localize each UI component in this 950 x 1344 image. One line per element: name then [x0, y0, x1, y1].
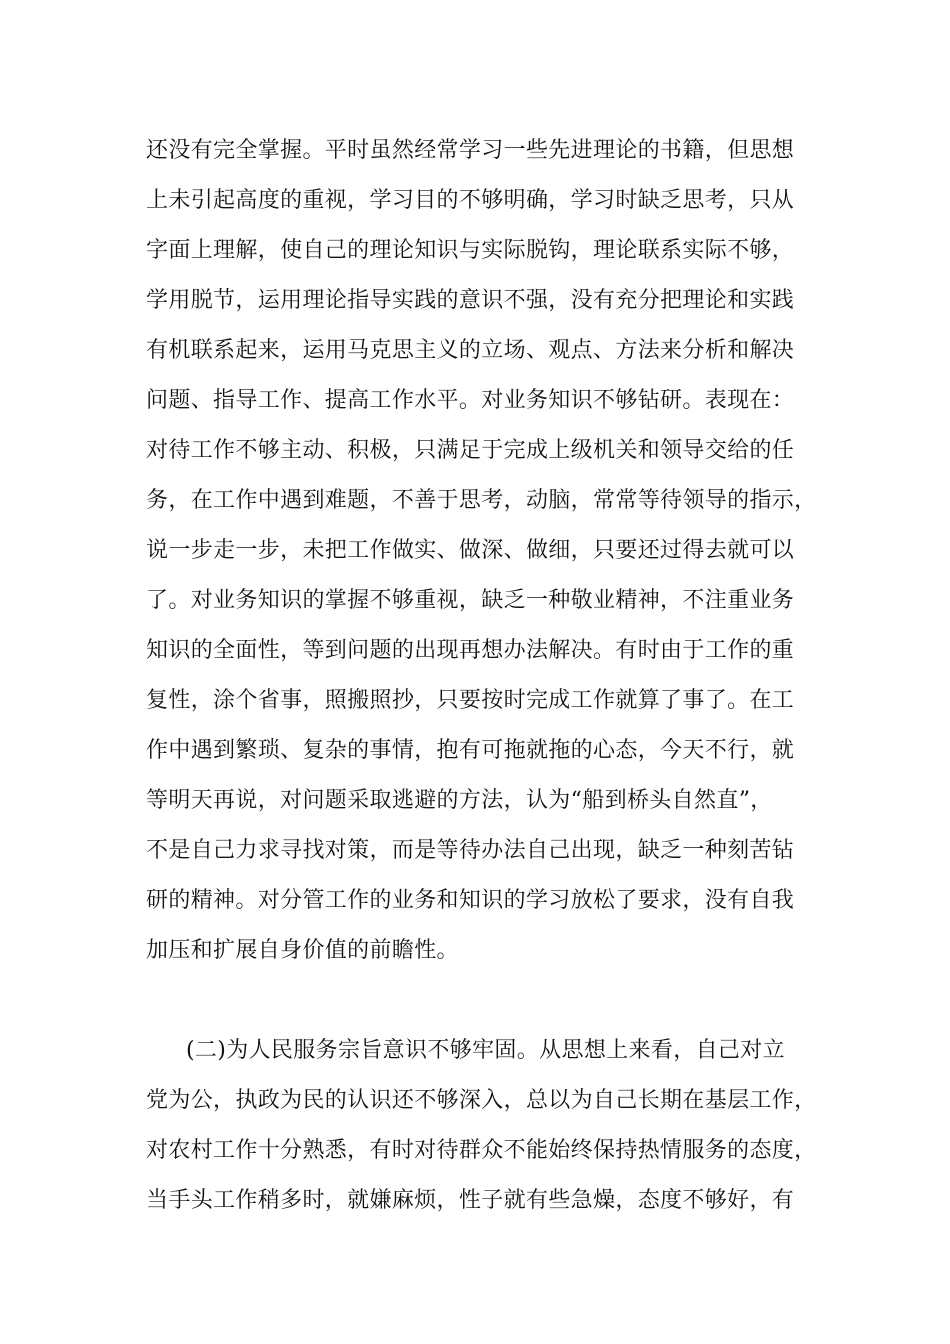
text-line: 还没有完全掌握。平时虽然经常学习一些先进理论的书籍，但思想: [146, 138, 795, 163]
text-line: 加压和扩展自身价值的前瞻性。: [146, 938, 459, 963]
text-line: 对待工作不够主动、积极，只满足于完成上级机关和领导交给的任: [146, 438, 795, 463]
text-line: 说一步走一步，未把工作做实、做深、做细，只要还过得去就可以: [146, 538, 795, 563]
text-line: 了。对业务知识的掌握不够重视，缺乏一种敬业精神，不注重业务: [146, 588, 795, 613]
text-line: 复性，涂个省事，照搬照抄，只要按时完成工作就算了事了。在工: [146, 688, 795, 713]
text-line: 对农村工作十分熟悉，有时对待群众不能始终保持热情服务的态度，: [146, 1138, 817, 1163]
text-line: 问题、指导工作、提高工作水平。对业务知识不够钻研。表现在：: [146, 388, 795, 413]
text-line: 字面上理解，使自己的理论知识与实际脱钩，理论联系实际不够，: [146, 238, 795, 263]
text-line: 研的精神。对分管工作的业务和知识的学习放松了要求，没有自我: [146, 888, 795, 913]
section-heading-line: (二)为人民服务宗旨意识不够牢固。从思想上来看，自己对立: [186, 1038, 785, 1063]
text-line: 知识的全面性，等到问题的出现再想办法解决。有时由于工作的重: [146, 638, 795, 663]
text-line: 学用脱节，运用理论指导实践的意识不强，没有充分把理论和实践: [146, 288, 795, 313]
text-line: 上未引起高度的重视，学习目的不够明确，学习时缺乏思考，只从: [146, 188, 795, 213]
text-line: 当手头工作稍多时，就嫌麻烦，性子就有些急燥，态度不够好，有: [146, 1188, 795, 1213]
text-line: 务，在工作中遇到难题，不善于思考，动脑，常常等待领导的指示，: [146, 488, 817, 513]
text-line: 作中遇到繁琐、复杂的事情，抱有可拖就拖的心态，今天不行，就: [146, 738, 795, 763]
text-line: 等明天再说，对问题采取逃避的方法，认为“船到桥头自然直”，: [146, 788, 773, 813]
text-line: 党为公，执政为民的认识还不够深入，总以为自己长期在基层工作，: [146, 1088, 817, 1113]
text-line: 有机联系起来，运用马克思主义的立场、观点、方法来分析和解决: [146, 338, 795, 363]
text-line: 不是自己力求寻找对策，而是等待办法自己出现，缺乏一种刻苦钻: [146, 838, 795, 863]
